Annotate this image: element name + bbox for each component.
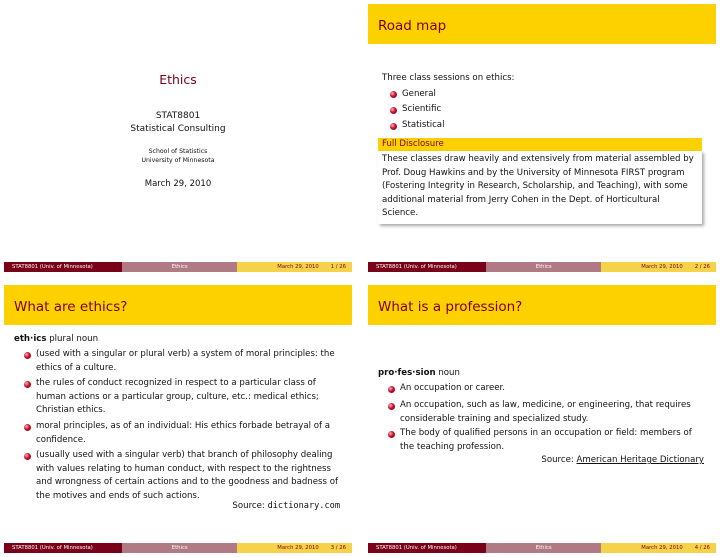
definition-item — [400, 427, 692, 454]
slide-footer — [4, 262, 352, 272]
footer-author: STAT8801 (Univ. of Minnesota) — [4, 543, 122, 553]
footer-date-page — [237, 262, 352, 272]
footer-author: STAT8801 (Univ. of Minnesota) — [368, 262, 486, 272]
presentation-date: March 29, 2010 — [144, 179, 212, 189]
page-number: 3 / 26 — [330, 545, 346, 551]
footer-date-page — [601, 262, 716, 272]
bullet-icon — [24, 453, 31, 460]
source-line — [541, 454, 704, 468]
footer-date-page — [237, 543, 352, 553]
slide-footer — [4, 543, 352, 553]
source-link[interactable]: dictionary.com — [267, 501, 340, 511]
source-link[interactable]: American Heritage Dictionary — [576, 455, 704, 465]
headword: pro·fes·sion — [378, 368, 436, 378]
page-number: 4 / 26 — [694, 545, 710, 551]
definition-line: (used with a singular or plural verb) a system of moral principles: the — [36, 349, 335, 359]
slide-header — [368, 4, 716, 44]
footer-author: STAT8801 (Univ. of Minnesota) — [4, 262, 122, 272]
bullet-icon — [390, 91, 397, 98]
definition-item — [400, 399, 691, 426]
definition-item — [36, 377, 319, 418]
bullet-icon — [390, 107, 397, 114]
footer-topic: Ethics — [122, 543, 237, 553]
course-code: STAT8801 — [155, 111, 201, 121]
footer-date: March 29, 2010 — [277, 264, 319, 270]
source-line — [232, 500, 340, 514]
definition-line: with values relating to human conduct, with respect to the rightness — [36, 463, 331, 474]
slide-header — [4, 285, 352, 325]
slide-header — [368, 285, 716, 325]
bullet-icon — [390, 123, 397, 130]
institute-line-1: School of Statistics — [148, 148, 208, 155]
block-title: Full Disclosure — [378, 138, 702, 151]
presentation-title: Ethics — [159, 72, 197, 87]
footer-topic: Ethics — [486, 262, 601, 272]
block-body — [378, 151, 702, 224]
definition-line: human actions or a particular group, culture, etc.: medical ethics; — [36, 391, 319, 402]
block-line: These classes draw heavily and extensively from material assembled by — [382, 154, 694, 164]
source-label: Source: — [232, 501, 265, 511]
block-line: Prof. Doug Hawkins and by the University of Minnesota FIRST program — [382, 167, 685, 178]
bullet-icon — [24, 352, 31, 359]
bullet-icon — [24, 424, 31, 431]
source-label: Source: — [541, 455, 574, 465]
definition-item — [400, 382, 505, 396]
roadmap-item: Scientific — [402, 104, 442, 114]
definition-headword — [378, 367, 460, 381]
definition-line: Christian ethics. — [36, 405, 106, 415]
footer-date: March 29, 2010 — [277, 545, 319, 551]
footer-topic: Ethics — [122, 262, 237, 272]
definition-line: the teaching profession. — [400, 441, 505, 452]
definition-line: moral principles, as of an individual: His ethics forbade betrayal of a — [36, 421, 330, 431]
bullet-icon — [388, 431, 395, 438]
roadmap-item: General — [402, 89, 436, 99]
part-of-speech: noun — [438, 368, 460, 378]
block-line: additional material from Jerry Cohen in the Dept. of Horticultural Science. — [382, 194, 660, 218]
footer-date: March 29, 2010 — [641, 545, 683, 551]
slide-title-text: What is a profession? — [378, 299, 523, 315]
definition-line: (usually used with a singular verb) that branch of philosophy dealing — [36, 450, 333, 460]
definition-line: confidence. — [36, 434, 86, 445]
definition-line: ethics of a culture. — [36, 362, 117, 373]
definition-line: An occupation, such as law, medicine, or engineering, that requires — [400, 400, 691, 410]
bullet-icon — [24, 381, 31, 388]
footer-author: STAT8801 (Univ. of Minnesota) — [368, 543, 486, 553]
footer-date-page — [601, 543, 716, 553]
roadmap-item: Statistical — [402, 120, 445, 130]
slide-title-text: What are ethics? — [14, 299, 128, 315]
footer-date: March 29, 2010 — [641, 264, 683, 270]
slide-footer — [368, 262, 716, 272]
definition-line: considerable training and specialized study. — [400, 413, 589, 424]
part-of-speech: plural noun — [49, 334, 99, 344]
bullet-icon — [388, 403, 395, 410]
slide-footer — [368, 543, 716, 553]
full-disclosure-block — [378, 138, 702, 224]
definition-line: The body of qualified persons in an occupation or field: members of — [400, 428, 692, 438]
slide-title — [4, 4, 352, 272]
definition-item — [36, 348, 335, 375]
slide-what-is-profession — [368, 285, 716, 553]
slide-road-map — [368, 4, 716, 272]
headword: eth·ics — [14, 334, 47, 344]
block-line: (Fostering Integrity in Research, Scholarship, and Teaching), with some — [382, 181, 688, 191]
slide-title-text: Road map — [378, 18, 447, 34]
definition-item — [36, 420, 330, 447]
definition-headword — [14, 333, 98, 347]
definition-line: An occupation or career. — [400, 383, 506, 393]
slide-what-are-ethics — [4, 285, 352, 553]
institute-line-2: University of Minnesota — [141, 157, 215, 164]
page-number: 1 / 26 — [330, 264, 346, 270]
definition-line: and wrongness of certain actions and to the goodness and badness of — [36, 477, 338, 487]
roadmap-intro: Three class sessions on ethics: — [382, 73, 515, 83]
course-name: Statistical Consulting — [130, 124, 226, 134]
definition-item — [36, 449, 338, 503]
page-number: 2 / 26 — [694, 264, 710, 270]
definition-line: the rules of conduct recognized in respect to a particular class of — [36, 378, 316, 388]
definition-line: the motives and ends of such actions. — [36, 490, 200, 501]
bullet-icon — [388, 386, 395, 393]
footer-topic: Ethics — [486, 543, 601, 553]
